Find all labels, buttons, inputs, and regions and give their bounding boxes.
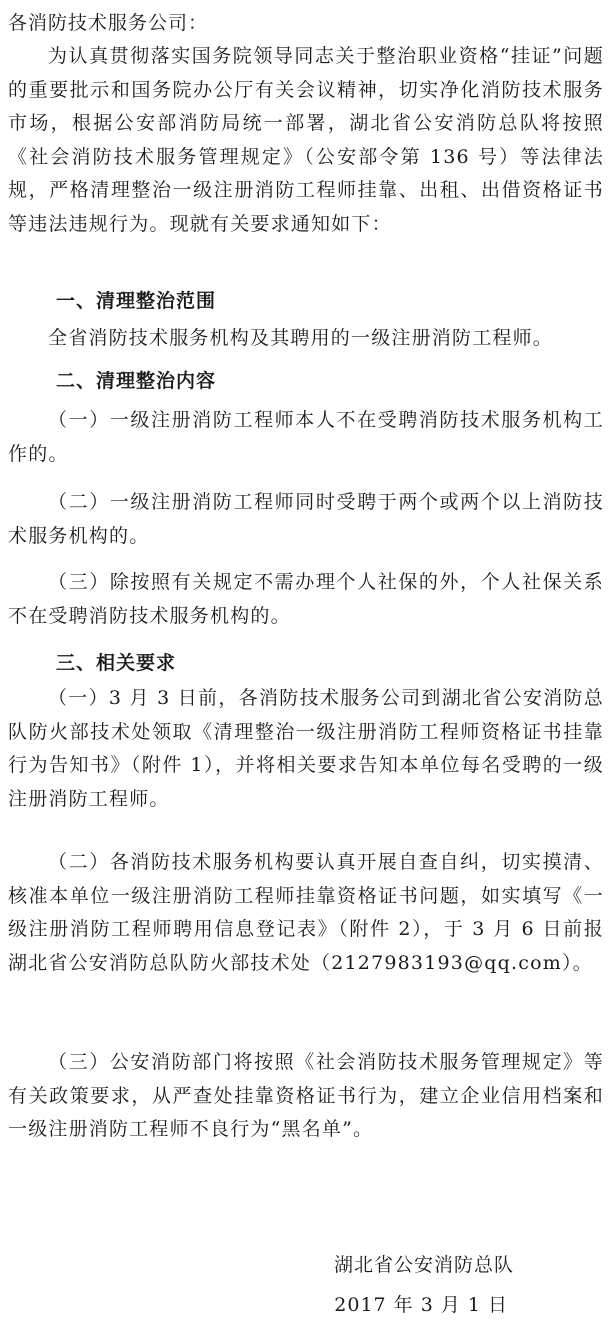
section-3-paragraph-3: （三）公安消防部门将按照《社会消防技术服务管理规定》等有关政策要求，从严查处挂靠资格证书行为，建立企业信用档案和一级注册消防工程师不良行为“黑名单”。 — [8, 1051, 604, 1140]
section-2-paragraph-2: （二）一级注册消防工程师同时受聘于两个或两个以上消防技术服务机构的。 — [8, 491, 604, 547]
section-2-paragraph-3: （三）除按照有关规定不需办理个人社保的外，个人社保关系不在受聘消防技术服务机构的。 — [8, 571, 604, 627]
issuer-signature: 湖北省公安消防总队 — [333, 1254, 514, 1276]
issue-date: 2017 年 3 月 1 日 — [334, 1294, 508, 1316]
section-3-heading: 三、相关要求 — [56, 652, 177, 674]
intro-paragraph: 为认真贯彻落实国务院领导同志关于整治职业资格“挂证”问题的重要批示和国务院办公厅有关会议精神，切实净化消防技术服务市场，根据公安部消防局统一部署，湖北省公安消防总队将按照《社会消防技术服务管理规定》（公安部令第 136 号）等法律法规，严格清理整治一级注册消防工程师挂靠、出租、出借资格证书等违法违规行为。现就有关要求通知如下： — [8, 45, 604, 235]
section-1-heading: 一、清理整治范围 — [56, 290, 217, 312]
section-1-paragraph-1: 全省消防技术服务机构及其聘用的一级注册消防工程师。 — [48, 327, 554, 349]
section-3-paragraph-1: （一）3 月 3 日前，各消防技术服务公司到湖北省公安消防总队防火部技术处领取《清理整治一级注册消防工程师资格证书挂靠行为告知书》（附件 1），并将相关要求告知本单位每名受聘的一级注册消防工程师。 — [8, 687, 604, 810]
section-2-paragraph-1: （一）一级注册消防工程师本人不在受聘消防技术服务机构工作的。 — [8, 409, 604, 465]
salutation: 各消防技术服务公司： — [8, 12, 209, 34]
section-3-paragraph-2: （二）各消防技术服务机构要认真开展自查自纠，切实摸清、核准本单位一级注册消防工程师挂靠资格证书问题，如实填写《一级注册消防工程师聘用信息登记表》（附件 2），于 3 月 6 日前报湖北省公安消防总队防火部技术处（2127983193@qq.com）。 — [8, 851, 604, 974]
section-2-heading: 二、清理整治内容 — [56, 370, 217, 392]
